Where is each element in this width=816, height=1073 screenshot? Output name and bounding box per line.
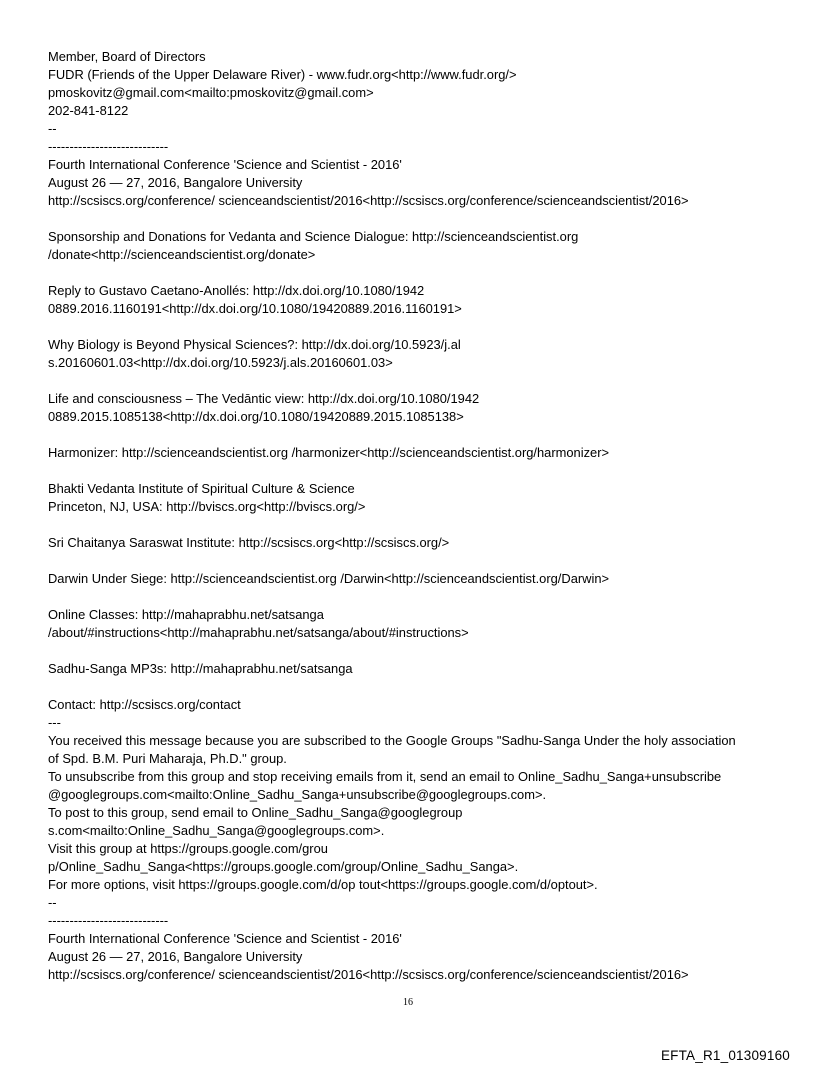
footer-line: You received this message because you are subscribed to the Google Groups "Sadhu-Sanga Under the holy association [48, 733, 736, 748]
footer-line: s.com<mailto:Online_Sadhu_Sanga@googlegroups.com>. [48, 823, 385, 838]
link-biology: Why Biology is Beyond Physical Sciences?: http://dx.doi.org/10.5923/j.al [48, 337, 461, 352]
footer-line: Visit this group at https://groups.google.com/grou [48, 841, 328, 856]
link-online-classes-cont: /about/#instructions<http://mahaprabhu.net/satsanga/about/#instructions> [48, 625, 469, 640]
separator: -- [48, 895, 57, 910]
footer-line: To post to this group, send email to Online_Sadhu_Sanga@googlegroup [48, 805, 463, 820]
link-life: Life and consciousness – The Vedāntic view: http://dx.doi.org/10.1080/1942 [48, 391, 480, 406]
conference-url: http://scsiscs.org/conference/ scienceandscientist/2016<http://scsiscs.org/conference/scienceandscientist/2016> [48, 967, 689, 982]
link-mp3s: Sadhu-Sanga MP3s: http://mahaprabhu.net/satsanga [48, 661, 353, 676]
footer-line: p/Online_Sadhu_Sanga<https://groups.google.com/group/Online_Sadhu_Sanga>. [48, 859, 519, 874]
conference-title: Fourth International Conference 'Science and Scientist - 2016' [48, 157, 402, 172]
link-life-cont: 0889.2015.1085138<http://dx.doi.org/10.1080/19420889.2015.1085138> [48, 409, 464, 424]
link-online-classes: Online Classes: http://mahaprabhu.net/satsanga [48, 607, 324, 622]
link-donate: Sponsorship and Donations for Vedanta and Science Dialogue: http://scienceandscientist.org [48, 229, 579, 244]
signature-role: Member, Board of Directors [48, 49, 206, 64]
signature-phone: 202-841-8122 [48, 103, 129, 118]
page-number: 16 [403, 997, 413, 1008]
footer-line: To unsubscribe from this group and stop receiving emails from it, send an email to Online_Sadhu_Sanga+unsubscribe [48, 769, 722, 784]
link-scsiscs: Sri Chaitanya Saraswat Institute: http://scsiscs.org<http://scsiscs.org/> [48, 535, 450, 550]
link-reply-cont: 0889.2016.1160191<http://dx.doi.org/10.1080/19420889.2016.1160191> [48, 301, 462, 316]
conference-date: August 26 — 27, 2016, Bangalore University [48, 949, 303, 964]
link-biology-cont: s.20160601.03<http://dx.doi.org/10.5923/j.als.20160601.03> [48, 355, 393, 370]
signature-org: FUDR (Friends of the Upper Delaware River) - www.fudr.org<http://www.fudr.org/> [48, 67, 517, 82]
footer-line: For more options, visit https://groups.google.com/d/op tout<https://groups.google.com/d/optout>. [48, 877, 598, 892]
link-donate-cont: /donate<http://scienceandscientist.org/donate> [48, 247, 316, 262]
separator: --- [48, 715, 61, 730]
conference-title: Fourth International Conference 'Science and Scientist - 2016' [48, 931, 402, 946]
link-contact: Contact: http://scsiscs.org/contact [48, 697, 241, 712]
footer-line: @googlegroups.com<mailto:Online_Sadhu_Sanga+unsubscribe@googlegroups.com>. [48, 787, 547, 802]
separator-line: ---------------------------- [48, 913, 169, 928]
email-document-body [48, 48, 788, 984]
conference-url: http://scsiscs.org/conference/ scienceandscientist/2016<http://scsiscs.org/conference/scienceandscientist/2016> [48, 193, 689, 208]
separator-line: ---------------------------- [48, 139, 169, 154]
link-bviscs: Bhakti Vedanta Institute of Spiritual Culture & Science [48, 481, 355, 496]
footer-line: of Spd. B.M. Puri Maharaja, Ph.D." group. [48, 751, 287, 766]
signature-email: pmoskovitz@gmail.com<mailto:pmoskovitz@gmail.com> [48, 85, 374, 100]
conference-date: August 26 — 27, 2016, Bangalore University [48, 175, 303, 190]
link-harmonizer: Harmonizer: http://scienceandscientist.org /harmonizer<http://scienceandscientist.org/harmonizer> [48, 445, 610, 460]
link-reply: Reply to Gustavo Caetano-Anollés: http://dx.doi.org/10.1080/1942 [48, 283, 425, 298]
separator: -- [48, 121, 57, 136]
link-bviscs-cont: Princeton, NJ, USA: http://bviscs.org<http://bviscs.org/> [48, 499, 366, 514]
document-id: EFTA_R1_01309160 [660, 1048, 790, 1063]
link-darwin: Darwin Under Siege: http://scienceandscientist.org /Darwin<http://scienceandscientist.org/Darwin> [48, 571, 610, 586]
